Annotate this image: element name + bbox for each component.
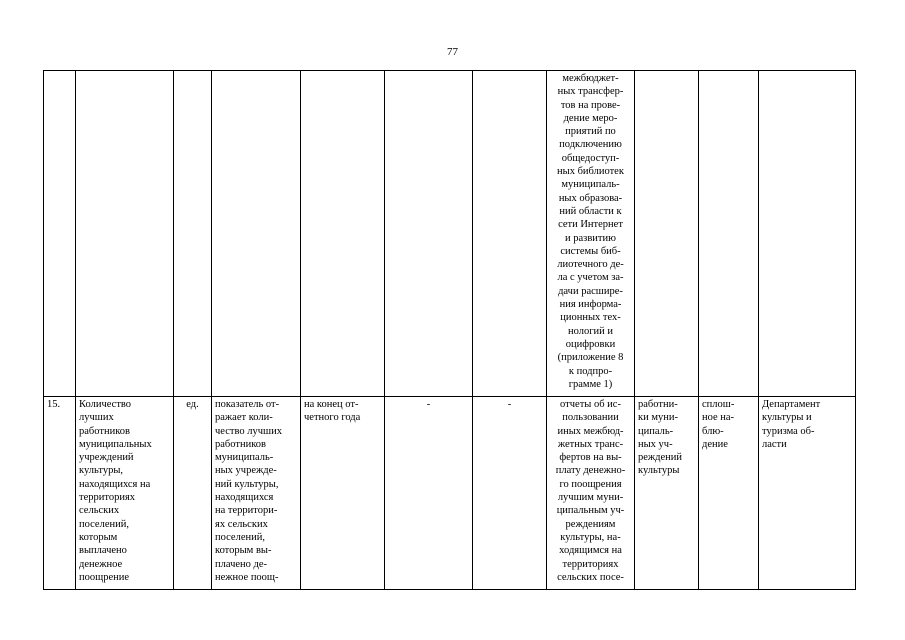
text-line: подключению <box>559 139 622 151</box>
text-line: межбюджет- <box>562 73 619 84</box>
text-line: го поощрения <box>559 478 622 490</box>
text-line: ционных тех- <box>560 312 621 324</box>
text-line: муниципальных <box>79 438 152 450</box>
indicator-description-text <box>215 398 297 584</box>
text-line: ласти <box>762 438 787 450</box>
text-line: отчеты об ис- <box>560 399 621 410</box>
text-line: ях сельских <box>215 518 268 530</box>
text-line: нежное поощ- <box>215 571 279 583</box>
text-line: ципальным уч- <box>556 505 625 517</box>
text-line: сети Интернет <box>558 219 623 231</box>
cell-period <box>301 71 385 397</box>
text-line: на конец от- <box>304 399 359 410</box>
indicator-description <box>212 397 301 590</box>
text-line: фертов на вы- <box>559 452 622 464</box>
text-line: туризма об- <box>762 425 815 437</box>
col7-value: - <box>473 397 547 590</box>
text-line: четного года <box>304 412 361 424</box>
text-line: ний культуры, <box>215 478 279 490</box>
text-line: к подпро- <box>568 365 613 377</box>
text-line: плату денежно- <box>555 465 626 477</box>
row-number: 15. <box>44 397 76 590</box>
cell-col7 <box>473 71 547 397</box>
text-line: чество лучших <box>215 425 282 437</box>
text-line: реждений <box>638 452 683 464</box>
text-line: ражает коли- <box>215 412 273 424</box>
text-line: ципаль- <box>638 425 674 437</box>
text-line: учреждений <box>79 452 134 464</box>
text-line: работни- <box>638 399 678 410</box>
text-line: находящихся <box>215 492 274 504</box>
collection-method-text <box>702 398 755 451</box>
text-line: ных библиотек <box>557 166 624 178</box>
text-line: приятий по <box>565 126 616 138</box>
text-line: пользовании <box>562 412 619 424</box>
text-line: территориях <box>79 492 136 504</box>
responsible <box>759 397 856 590</box>
text-line: оцифровки <box>565 338 616 350</box>
text-line: Количество <box>79 399 132 410</box>
text-line: ла с учетом за- <box>557 272 624 284</box>
text-line: поселений, <box>215 531 265 543</box>
text-line: системы биб- <box>560 245 621 257</box>
unit-of-observation <box>635 397 699 590</box>
text-line: плачено де- <box>215 558 268 570</box>
text-line: ных уч- <box>638 438 673 450</box>
text-line: блю- <box>702 425 724 437</box>
text-line: поощрение <box>79 571 130 583</box>
unit-of-observation-text <box>638 398 695 478</box>
cell-method <box>699 71 759 397</box>
unit: ед. <box>174 397 212 590</box>
data-source-text <box>550 398 631 584</box>
period <box>301 397 385 590</box>
col6-value: - <box>385 397 473 590</box>
indicator-name-text <box>79 398 170 584</box>
text-line: выплачено <box>79 545 127 557</box>
text-line: культуры и <box>762 412 812 424</box>
text-line: находящихся на <box>79 478 151 490</box>
text-line: грамме 1) <box>568 378 613 390</box>
text-line: работников <box>79 425 130 437</box>
cell-responsible <box>759 71 856 397</box>
cell-number <box>44 71 76 397</box>
text-line: общедоступ- <box>561 152 620 164</box>
text-line: дение меро- <box>563 112 618 124</box>
text-line: ний области к <box>559 205 622 217</box>
collection-method <box>699 397 759 590</box>
text-line: Департамент <box>762 399 821 410</box>
period-text <box>304 398 381 425</box>
text-line: которым вы- <box>215 545 272 557</box>
text-line: лучшим муни- <box>557 492 624 504</box>
page-number: 77 <box>447 46 458 58</box>
text-line: лиотечного де- <box>557 259 624 271</box>
text-line: работников <box>215 438 266 450</box>
responsible-text <box>762 398 852 451</box>
table-row-15 <box>44 397 856 590</box>
text-line: сплош- <box>702 399 735 410</box>
text-line: ных образова- <box>558 192 623 204</box>
text-line: сельских посе- <box>557 571 624 583</box>
text-line: которым <box>79 531 118 543</box>
cell-unit-observation <box>635 71 699 397</box>
cell-unit <box>174 71 212 397</box>
cell-source-continued <box>547 71 635 397</box>
text-line: показатель от- <box>215 399 280 410</box>
text-line: денежное <box>79 558 123 570</box>
text-line: поселений, <box>79 518 129 530</box>
data-source <box>547 397 635 590</box>
text-line: культуры <box>638 465 680 477</box>
text-line: ное на- <box>702 412 735 424</box>
text-line: ных трансфер- <box>557 86 624 98</box>
text-line: (приложение 8 <box>557 352 624 364</box>
text-line: реждениям <box>565 518 616 530</box>
text-line: жетных транс- <box>557 438 624 450</box>
cell-description <box>212 71 301 397</box>
text-line: ки муни- <box>638 412 678 424</box>
text-line: ных учрежде- <box>215 465 277 477</box>
cell-col6 <box>385 71 473 397</box>
text-line: и развитию <box>565 232 616 244</box>
text-line: дение <box>702 438 728 450</box>
text-line: сельских <box>79 505 120 517</box>
text-line: муниципаль- <box>215 452 274 464</box>
text-line: муниципаль- <box>561 179 620 191</box>
cell-name <box>76 71 174 397</box>
indicator-name <box>76 397 174 590</box>
text-line: территориях <box>562 558 619 570</box>
text-line: тов на прове- <box>560 99 621 111</box>
indicator-table <box>43 70 856 590</box>
text-line: лучших <box>79 412 114 424</box>
text-line: дачи расшире- <box>558 285 623 297</box>
text-line: иных межбюд- <box>557 425 624 437</box>
text-line: ходящимся на <box>559 545 622 557</box>
text-line: культуры, <box>79 465 123 477</box>
text-line: нологий и <box>567 325 613 337</box>
text-line: культуры, на- <box>560 531 621 543</box>
source-text <box>550 72 631 391</box>
table-row-continuation <box>44 71 856 397</box>
text-line: ния информа- <box>559 299 622 311</box>
text-line: на территори- <box>215 505 278 517</box>
